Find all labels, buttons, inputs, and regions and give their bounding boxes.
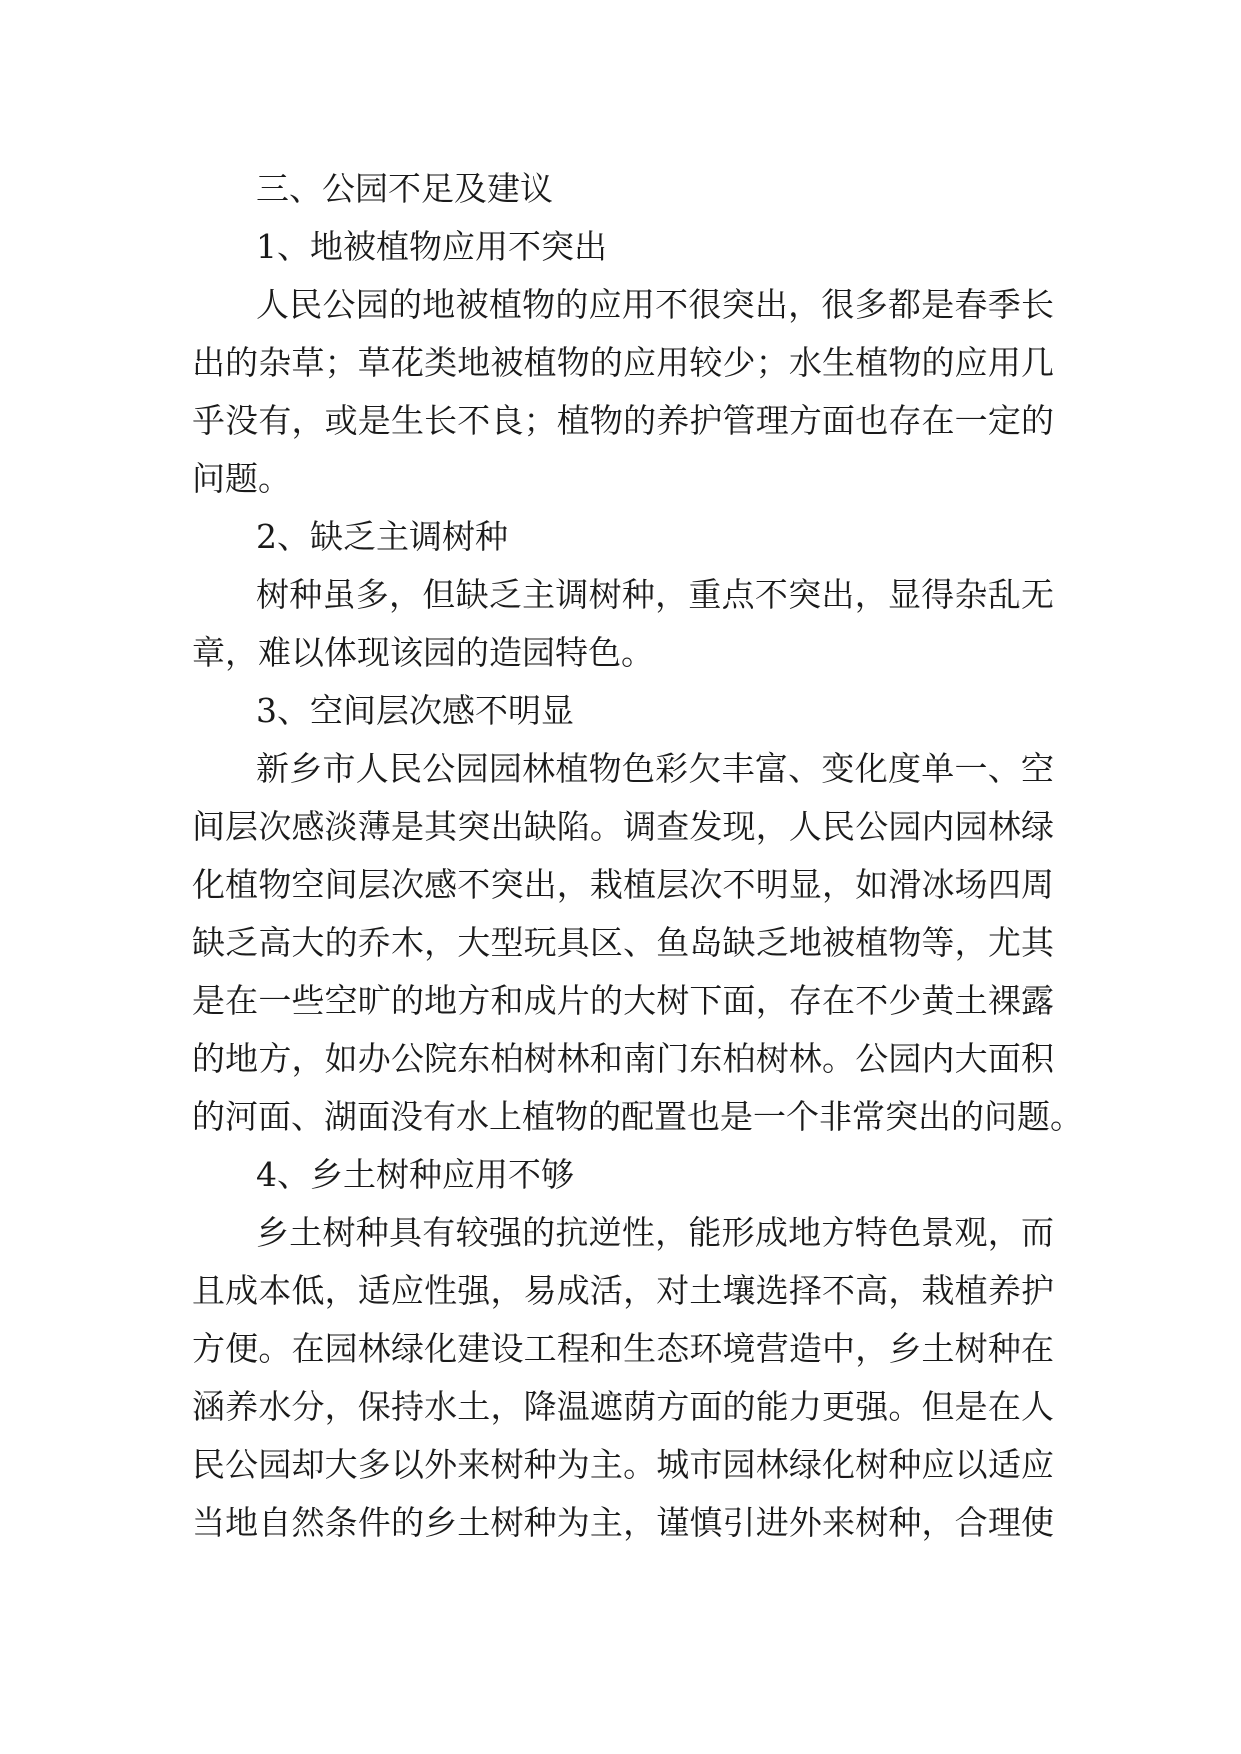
section-heading: 三、公园不足及建议 bbox=[256, 169, 553, 208]
subheading-2: 2、缺乏主调树种 bbox=[256, 517, 508, 556]
paragraph-line: 问题。 bbox=[192, 459, 291, 498]
paragraph-line: 乎没有，或是生长不良；植物的养护管理方面也存在一定的 bbox=[192, 401, 1054, 440]
paragraph-line: 涵养水分，保持水土，降温遮荫方面的能力更强。但是在人 bbox=[192, 1387, 1054, 1426]
paragraph-line: 乡土树种具有较强的抗逆性，能形成地方特色景观，而 bbox=[256, 1213, 1054, 1252]
paragraph-line: 是在一些空旷的地方和成片的大树下面，存在不少黄土裸露 bbox=[192, 981, 1054, 1020]
document-page bbox=[192, 160, 1083, 1552]
paragraph-line: 新乡市人民公园园林植物色彩欠丰富、变化度单一、空 bbox=[256, 749, 1054, 788]
subheading-3: 3、空间层次感不明显 bbox=[256, 691, 574, 730]
subheading-4: 4、乡土树种应用不够 bbox=[256, 1155, 574, 1194]
subheading-1: 1、地被植物应用不突出 bbox=[256, 227, 607, 266]
paragraph-line: 出的杂草；草花类地被植物的应用较少；水生植物的应用几 bbox=[192, 343, 1054, 382]
paragraph-line: 民公园却大多以外来树种为主。城市园林绿化树种应以适应 bbox=[192, 1445, 1054, 1484]
paragraph-line: 化植物空间层次感不突出，栽植层次不明显，如滑冰场四周 bbox=[192, 865, 1054, 904]
paragraph-line: 方便。在园林绿化建设工程和生态环境营造中，乡土树种在 bbox=[192, 1329, 1054, 1368]
paragraph-line: 人民公园的地被植物的应用不很突出，很多都是春季长 bbox=[256, 285, 1054, 324]
paragraph-line: 间层次感淡薄是其突出缺陷。调查发现，人民公园内园林绿 bbox=[192, 807, 1054, 846]
paragraph-line: 树种虽多，但缺乏主调树种，重点不突出，显得杂乱无 bbox=[256, 575, 1054, 614]
paragraph-line: 且成本低，适应性强，易成活，对土壤选择不高，栽植养护 bbox=[192, 1271, 1054, 1310]
paragraph-line: 章，难以体现该园的造园特色。 bbox=[192, 633, 654, 672]
paragraph-line: 缺乏高大的乔木，大型玩具区、鱼岛缺乏地被植物等，尤其 bbox=[192, 923, 1054, 962]
paragraph-line: 当地自然条件的乡土树种为主，谨慎引进外来树种，合理使 bbox=[192, 1503, 1054, 1542]
paragraph-line: 的地方，如办公院东柏树林和南门东柏树林。公园内大面积 bbox=[192, 1039, 1054, 1078]
paragraph-line: 的河面、湖面没有水上植物的配置也是一个非常突出的问题。 bbox=[192, 1097, 1083, 1136]
